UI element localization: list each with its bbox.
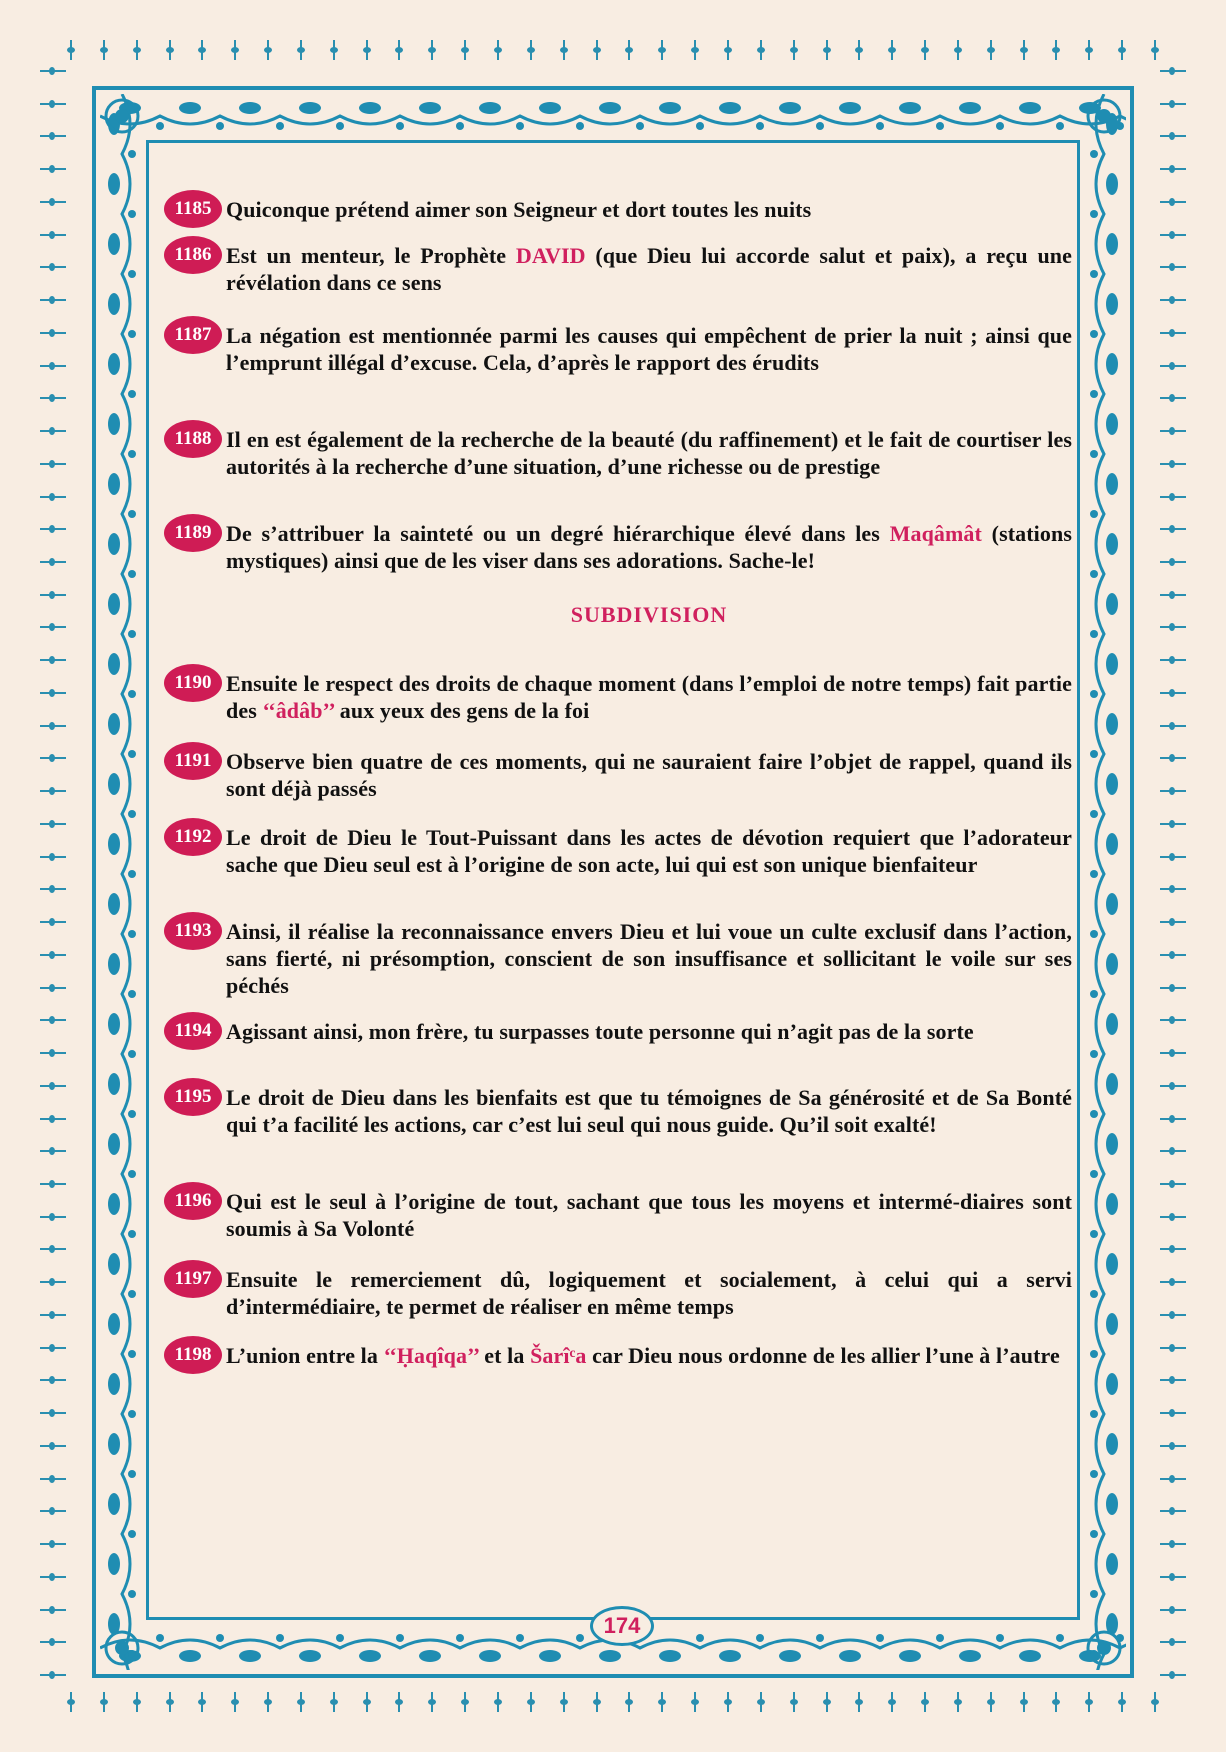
- ornament-tick: [40, 528, 66, 530]
- ornament-tick: [1160, 1379, 1186, 1381]
- ornament-tick: [826, 1692, 828, 1712]
- ornament-tick: [1160, 1510, 1186, 1512]
- ornament-tick: [1160, 1248, 1186, 1250]
- ornament-tick: [40, 1150, 66, 1152]
- ornament-tick: [1160, 1019, 1186, 1021]
- ornament-tick: [40, 659, 66, 661]
- ornament-tick: [1160, 659, 1186, 661]
- verse-1188: [164, 426, 1072, 480]
- verse-1189: [164, 520, 1072, 574]
- ornament-tick: [40, 1347, 66, 1349]
- ornament-tick: [40, 1248, 66, 1250]
- ornament-tick: [40, 234, 66, 236]
- ornament-tick: [793, 40, 795, 60]
- ornament-tick: [530, 40, 532, 60]
- ornament-tick: [40, 1379, 66, 1381]
- ornament-tick: [1160, 1478, 1186, 1480]
- verse-segment: De s’attribuer la sainteté ou un degré hiérarchique élevé dans les: [226, 521, 890, 546]
- ornament-tick: [40, 856, 66, 858]
- verse-segment: Quiconque prétend aimer son Seigneur et dort toutes les nuits: [226, 197, 812, 222]
- ornament-tick: [40, 1281, 66, 1283]
- ornament-tick: [1160, 1052, 1186, 1054]
- ornament-tick: [957, 1692, 959, 1712]
- ornament-tick: [661, 1692, 663, 1712]
- ornament-tick: [40, 1019, 66, 1021]
- verse-segment: (que Dieu lui accorde salut et paix), a reçu une révélation dans ce sens: [226, 243, 1072, 295]
- ornament-tick: [169, 40, 171, 60]
- ornament-tick: [267, 40, 269, 60]
- ornament-tick: [136, 1692, 138, 1712]
- ornament-tick: [1055, 1692, 1057, 1712]
- verse-text: [226, 670, 1072, 724]
- ornament-tick: [497, 40, 499, 60]
- verse-1185: [164, 196, 1072, 223]
- ornament-tick: [40, 823, 66, 825]
- right-tick-border: [1160, 52, 1186, 1692]
- verse-number-badge: 1194: [164, 1012, 222, 1050]
- highlighted-term: ‘‘âdâb’’: [262, 698, 335, 723]
- ornament-tick: [40, 1609, 66, 1611]
- ornament-tick: [1160, 365, 1186, 367]
- ornament-tick: [398, 1692, 400, 1712]
- verse-number-badge: 1198: [164, 1336, 222, 1374]
- verse-number-badge: 1192: [164, 818, 222, 856]
- ornament-tick: [40, 135, 66, 137]
- ornament-tick: [1160, 954, 1186, 956]
- verse-number-badge: 1190: [164, 664, 222, 702]
- ornament-tick: [40, 692, 66, 694]
- verse-1190: [164, 670, 1072, 724]
- left-tick-border: [40, 52, 66, 1692]
- ornament-tick: [1160, 430, 1186, 432]
- top-tick-border: [52, 40, 1172, 60]
- ornament-tick: [40, 757, 66, 759]
- verse-segment: Ensuite le remerciement dû, logiquement et socialement, à celui qui a servi d’intermédiaire, te permet de réaliser en même temps: [226, 1267, 1072, 1319]
- verse-number-badge: 1187: [164, 316, 222, 354]
- ornament-tick: [1160, 168, 1186, 170]
- ornament-tick: [1088, 40, 1090, 60]
- ornament-tick: [40, 1314, 66, 1316]
- verse-segment: Ensuite le respect des droits de chaque moment (dans l’emploi de notre temps) fait partie des: [226, 671, 1072, 723]
- ornament-tick: [1160, 1445, 1186, 1447]
- ornament-tick: [1160, 496, 1186, 498]
- ornament-tick: [924, 1692, 926, 1712]
- ornament-tick: [267, 1692, 269, 1712]
- ornament-tick: [1160, 1674, 1186, 1676]
- verse-1193: [164, 918, 1072, 999]
- ornament-tick: [40, 790, 66, 792]
- ornament-tick: [1023, 40, 1025, 60]
- ornament-tick: [1088, 1692, 1090, 1712]
- ornament-tick: [1160, 823, 1186, 825]
- ornament-tick: [40, 299, 66, 301]
- ornament-tick: [1160, 1314, 1186, 1316]
- ornament-tick: [40, 1052, 66, 1054]
- ornament-tick: [596, 1692, 598, 1712]
- ornament-tick: [40, 1478, 66, 1480]
- verse-text: [226, 1266, 1072, 1320]
- ornament-tick: [1055, 40, 1057, 60]
- ornament-tick: [1023, 1692, 1025, 1712]
- ornament-tick: [40, 1412, 66, 1414]
- ornament-tick: [431, 1692, 433, 1712]
- verse-segment: La négation est mentionnée parmi les causes qui empêchent de prier la nuit ; ainsi que l’emprunt illégal d’excuse. Cela, d’après le rapport des érudits: [226, 323, 1072, 375]
- verse-number-badge: 1197: [164, 1260, 222, 1298]
- ornament-tick: [1160, 1118, 1186, 1120]
- verse-segment: Il en est également de la recherche de la beauté (du raffinement) et le fait de courtiser les autorités à la recherche d’une situation, d’une richesse ou de prestige: [226, 427, 1072, 479]
- ornament-tick: [1154, 40, 1156, 60]
- ornament-tick: [201, 40, 203, 60]
- highlighted-term: ‘‘Ḥaqîqa’’: [383, 1343, 479, 1368]
- ornament-tick: [1160, 1412, 1186, 1414]
- ornament-tick: [70, 1692, 72, 1712]
- ornament-tick: [40, 1510, 66, 1512]
- ornament-tick: [1160, 561, 1186, 563]
- ornament-tick: [40, 725, 66, 727]
- ornament-tick: [727, 1692, 729, 1712]
- ornament-tick: [727, 40, 729, 60]
- verse-1187: [164, 322, 1072, 376]
- verse-number-badge: 1189: [164, 514, 222, 552]
- ornament-tick: [760, 1692, 762, 1712]
- ornament-tick: [40, 1576, 66, 1578]
- ornament-tick: [40, 1118, 66, 1120]
- ornament-tick: [464, 1692, 466, 1712]
- verse-segment: Ainsi, il réalise la reconnaissance envers Dieu et lui voue un culte exclusif dans l’action, sans fierté, ni présomption, conscient de son insuffisance et sollicitant le voile sur ses péchés: [226, 919, 1072, 998]
- ornament-tick: [1160, 1085, 1186, 1087]
- verse-segment: Est un menteur, le Prophète: [226, 243, 516, 268]
- ornament-tick: [40, 332, 66, 334]
- ornament-tick: [957, 40, 959, 60]
- verse-segment: et la: [478, 1343, 531, 1368]
- ornament-tick: [628, 40, 630, 60]
- ornament-tick: [1160, 790, 1186, 792]
- ornament-tick: [694, 40, 696, 60]
- highlighted-term: DAVID: [515, 243, 586, 268]
- ornament-tick: [1160, 1543, 1186, 1545]
- verse-1197: [164, 1266, 1072, 1320]
- ornament-tick: [1160, 921, 1186, 923]
- ornament-tick: [497, 1692, 499, 1712]
- ornament-tick: [1160, 103, 1186, 105]
- ornament-tick: [1160, 201, 1186, 203]
- ornament-tick: [40, 1641, 66, 1643]
- ornament-tick: [1121, 1692, 1123, 1712]
- ornament-tick: [1160, 1347, 1186, 1349]
- section-subtitle: SUBDIVISION: [570, 602, 728, 627]
- ornament-tick: [1160, 1216, 1186, 1218]
- page-number: 174: [590, 1606, 654, 1646]
- ornament-tick: [136, 40, 138, 60]
- ornament-tick: [628, 1692, 630, 1712]
- ornament-tick: [234, 40, 236, 60]
- ornament-tick: [333, 40, 335, 60]
- ornament-tick: [990, 40, 992, 60]
- ornament-tick: [398, 40, 400, 60]
- verse-segment: L’union entre la: [226, 1343, 384, 1368]
- ornament-tick: [563, 1692, 565, 1712]
- ornament-tick: [826, 40, 828, 60]
- ornament-tick: [1160, 135, 1186, 137]
- verse-text: [226, 918, 1072, 999]
- ornament-tick: [333, 1692, 335, 1712]
- verse-1198: [164, 1342, 1072, 1369]
- verse-text: [226, 520, 1072, 574]
- ornament-tick: [40, 70, 66, 72]
- ornament-tick: [103, 1692, 105, 1712]
- ornament-tick: [891, 40, 893, 60]
- ornament-tick: [40, 594, 66, 596]
- verse-1195: [164, 1084, 1072, 1138]
- ornament-tick: [1160, 332, 1186, 334]
- verse-text: [226, 1188, 1072, 1242]
- verse-text: [226, 1342, 1072, 1369]
- ornament-tick: [1160, 70, 1186, 72]
- ornament-tick: [661, 40, 663, 60]
- ornament-tick: [40, 201, 66, 203]
- ornament-tick: [1160, 725, 1186, 727]
- verse-segment: aux yeux des gens de la foi: [334, 698, 590, 723]
- ornament-tick: [1160, 266, 1186, 268]
- ornament-tick: [596, 40, 598, 60]
- ornament-tick: [1160, 1183, 1186, 1185]
- ornament-tick: [40, 1216, 66, 1218]
- ornament-tick: [858, 40, 860, 60]
- ornament-tick: [40, 954, 66, 956]
- verse-text: [226, 426, 1072, 480]
- ornament-tick: [1160, 463, 1186, 465]
- ornament-tick: [40, 561, 66, 563]
- ornament-tick: [530, 1692, 532, 1712]
- verse-segment: (stations mystiques) ainsi que de les viser dans ses adorations. Sache-le!: [226, 521, 1072, 573]
- verse-number-badge: 1191: [164, 742, 222, 780]
- ornament-tick: [40, 168, 66, 170]
- verse-text: [226, 1018, 1072, 1045]
- verse-segment: Le droit de Dieu dans les bienfaits est que tu témoignes de Sa générosité et de Sa Bonté qui t’a facilité les actions, car c’est lui seul qui nous guide. Qu’il soit exalté!: [226, 1085, 1072, 1137]
- ornament-tick: [40, 1674, 66, 1676]
- ornament-tick: [1160, 692, 1186, 694]
- verse-segment: Le droit de Dieu le Tout-Puissant dans les actes de dévotion requiert que l’adorateur sache que Dieu seul est à l’origine de son acte, lui qui est son unique bienfaiteur: [226, 825, 1072, 877]
- ornament-tick: [858, 1692, 860, 1712]
- ornament-tick: [694, 1692, 696, 1712]
- ornament-tick: [1160, 528, 1186, 530]
- ornament-tick: [1121, 40, 1123, 60]
- ornament-tick: [366, 1692, 368, 1712]
- verse-number-badge: 1195: [164, 1078, 222, 1116]
- ornament-tick: [563, 40, 565, 60]
- ornament-tick: [40, 266, 66, 268]
- ornament-tick: [1160, 856, 1186, 858]
- verse-number-badge: 1196: [164, 1182, 222, 1220]
- ornament-tick: [924, 40, 926, 60]
- verse-text: [226, 242, 1072, 296]
- ornament-tick: [70, 40, 72, 60]
- ornament-tick: [1160, 987, 1186, 989]
- verse-1186: [164, 242, 1072, 296]
- ornament-tick: [40, 397, 66, 399]
- verse-number-badge: 1185: [164, 190, 222, 228]
- ornament-tick: [1160, 1281, 1186, 1283]
- ornament-tick: [1160, 299, 1186, 301]
- ornament-tick: [366, 40, 368, 60]
- ornament-tick: [1154, 1692, 1156, 1712]
- verse-number-badge: 1188: [164, 420, 222, 458]
- verse-text: [226, 196, 1072, 223]
- ornament-tick: [201, 1692, 203, 1712]
- ornament-tick: [40, 103, 66, 105]
- verse-segment: Qui est le seul à l’origine de tout, sachant que tous les moyens et intermé-diaires sont soumis à Sa Volonté: [226, 1189, 1072, 1241]
- verse-1191: [164, 748, 1072, 802]
- verse-text: [226, 824, 1072, 878]
- ornament-tick: [40, 987, 66, 989]
- ornament-tick: [40, 1085, 66, 1087]
- ornament-tick: [103, 40, 105, 60]
- ornament-tick: [40, 496, 66, 498]
- verse-segment: Agissant ainsi, mon frère, tu surpasses toute personne qui n’agit pas de la sorte: [226, 1019, 974, 1044]
- verse-segment: car Dieu nous ordonne de les allier l’une à l’autre: [586, 1343, 1060, 1368]
- verse-number-badge: 1193: [164, 912, 222, 950]
- ornament-tick: [1160, 594, 1186, 596]
- ornament-tick: [169, 1692, 171, 1712]
- verse-text: [226, 1084, 1072, 1138]
- ornament-tick: [40, 365, 66, 367]
- verse-number-badge: 1186: [164, 236, 222, 274]
- ornament-tick: [40, 1445, 66, 1447]
- ornament-tick: [40, 463, 66, 465]
- ornament-tick: [891, 1692, 893, 1712]
- highlighted-term: Šarîᶜa: [530, 1343, 587, 1368]
- highlighted-term: Maqâmât: [889, 521, 982, 546]
- ornament-tick: [40, 626, 66, 628]
- ornament-tick: [300, 40, 302, 60]
- ornament-tick: [760, 40, 762, 60]
- verse-segment: Observe bien quatre de ces moments, qui ne sauraient faire l’objet de rappel, quand ils sont déjà passés: [226, 749, 1072, 801]
- verse-text: [226, 748, 1072, 802]
- ornament-tick: [431, 40, 433, 60]
- ornament-tick: [1160, 234, 1186, 236]
- verse-1196: [164, 1188, 1072, 1242]
- ornament-tick: [40, 1543, 66, 1545]
- ornament-tick: [793, 1692, 795, 1712]
- ornament-tick: [1160, 1150, 1186, 1152]
- ornament-tick: [1160, 1641, 1186, 1643]
- verse-1194: [164, 1018, 1072, 1045]
- ornament-tick: [1160, 1609, 1186, 1611]
- ornament-tick: [234, 1692, 236, 1712]
- ornament-tick: [40, 430, 66, 432]
- ornament-tick: [300, 1692, 302, 1712]
- bottom-tick-border: [52, 1692, 1172, 1712]
- ornament-tick: [1160, 888, 1186, 890]
- verse-1192: [164, 824, 1072, 878]
- verse-text: [226, 322, 1072, 376]
- ornament-tick: [1160, 1576, 1186, 1578]
- ornament-tick: [990, 1692, 992, 1712]
- ornament-tick: [1160, 397, 1186, 399]
- ornament-tick: [464, 40, 466, 60]
- ornament-tick: [40, 921, 66, 923]
- ornament-tick: [40, 888, 66, 890]
- ornament-tick: [40, 1183, 66, 1185]
- ornament-tick: [1160, 757, 1186, 759]
- ornament-tick: [1160, 626, 1186, 628]
